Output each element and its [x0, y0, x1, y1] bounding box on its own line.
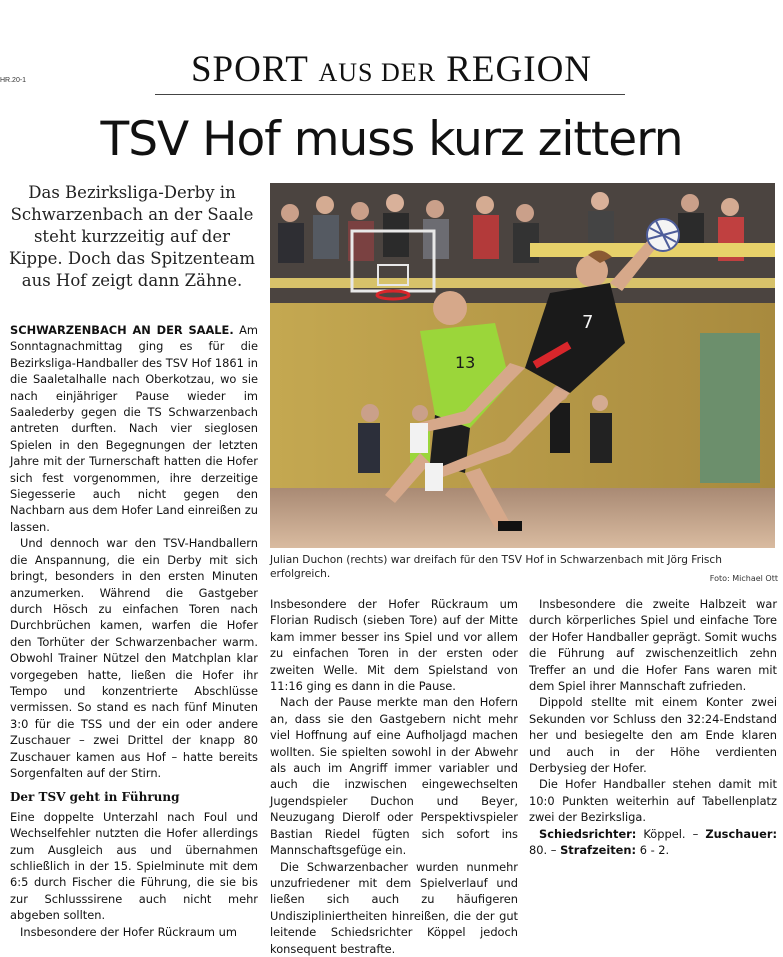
- paragraph-5: Nach der Pause merkte man den Hofern an, dass sie den Gastgebern nicht mehr viel Hoffnung auf eine Aufholjagd machen wollten. Sie spielten sowohl in der Abwehr als auch im Angriff immer variabler und auch die inzwischen eingewechselten Jugendspieler Duchon und Beyer, Neuzugang Dierolf oder Perspektivspieler Bastian Riedel fügten sich sofort ins Mannschaftsgefüge ein.: [270, 695, 518, 858]
- paragraph-2: Und dennoch war den TSV-Handballern die Anspannung, die ein Derby mit sich bringt, besonders in den ersten Minuten anzumerken. Während die Gastgeber durch Hösch zu einfachen Toren nach Durchbrüchen kamen, warfen die Hofer den Torhüter der Schwarzenbacher warm. Obwohl Trainer Nützel den Matchplan klar vorgegeben hatte, ließen die Hofer ihr Tempo und konzentrierte Abschlüsse vermissen. So stand es nach fünf Minuten 3:0 für die TSS und der ein oder andere Zuschauer – zwei Drittel der knapp 80 Zuschauer kamen aus Hof – hatte bereits Sorgenfalten auf der Stirn.: [10, 536, 258, 780]
- black-jersey-number: 7: [582, 312, 594, 333]
- handball-photo: [270, 183, 775, 548]
- subheading: Der TSV geht in Führung: [10, 790, 180, 805]
- photo-caption: Julian Duchon (rechts) war dreifach für den TSV Hof in Schwarzenbach mit Jörg Frisch erfolgreich.: [270, 554, 722, 580]
- section-title: [0, 48, 783, 91]
- match-facts: [529, 826, 777, 859]
- paragraph-6: Die Schwarzenbacher wurden nunmehr unzufriedener mit dem Spielverlauf und ließen sich auch zu häufigeren Undiszipliniertheiten hinreißen, die der gut leitende Schiedsrichter Köppel jedoch konsequent bestrafte.: [270, 859, 518, 956]
- section-rule: [155, 94, 625, 95]
- referee-label: Schiedsrichter:: [539, 826, 637, 841]
- photo-credit: Foto: Michael Ott: [709, 574, 778, 583]
- dateline: SCHWARZENBACH AN DER SAALE.: [10, 323, 234, 337]
- section-title-region: REGION: [446, 49, 593, 90]
- paragraph-4-start: Insbesondere der Hofer Rückraum um: [20, 924, 237, 939]
- paragraph-4: Insbesondere der Hofer Rückraum um Florian Rudisch (sieben Tore) auf der Mitte kam immer besser ins Spiel und vor allem zu einfachen Toren in der ersten oder zweiten Welle. Mit dem Spielstand von 11:16 ging es dann in die Pause.: [270, 597, 518, 694]
- penalty-label: Strafzeiten:: [560, 843, 637, 858]
- edition-code: HR.20-1: [0, 77, 27, 84]
- spectators-value: 80. –: [529, 843, 557, 858]
- article-photo: [270, 183, 775, 548]
- article-teaser: Das Bezirksliga-Derby in Schwarzenbach an der Saale steht kurzzeitig auf der Kippe. Doch das Spitzenteam aus Hof zeigt dann Zähne.: [8, 183, 256, 290]
- section-title-sport: SPORT: [190, 49, 309, 90]
- green-jersey-number: 13: [455, 353, 476, 372]
- handball: [647, 219, 679, 251]
- paragraph-8: Dippold stellte mit einem Konter zwei Sekunden vor Schluss den 32:24-Endstand her und besiegelte den am Ende klaren und auch in der Höhe verdienten Derbysieg der Hofer.: [529, 695, 777, 776]
- article-headline: TSV Hof muss kurz zittern: [100, 112, 683, 167]
- article-column-1: [10, 322, 258, 940]
- paragraph-9: Die Hofer Handballer stehen damit mit 10:0 Punkten weiterhin auf Tabellenplatz zwei der Bezirksliga.: [529, 777, 777, 825]
- referee-value: Köppel. –: [643, 826, 699, 841]
- section-title-aus-der: AUS DER: [318, 58, 436, 87]
- paragraph-7: Insbesondere die zweite Halbzeit war durch körperliches Spiel und einfache Tore der Hofer Handballer geprägt. Somit wuchs die Führung auf zwischenzeitlich zehn Treffer an und die Hofer Fans waren mit dem Spiel ihrer Mannschaft zufrieden.: [529, 597, 777, 694]
- paragraph-3: Eine doppelte Unterzahl nach Foul und Wechselfehler nutzten die Hofer allerdings zum Ausgleich aus und übernahmen schließlich in der 15. Spielminute mit dem 6:5 durch Fischer die Führung, die sie bis zur Schlusssirene auch nicht mehr abgeben sollten.: [10, 809, 258, 923]
- article-column-3: [529, 596, 777, 859]
- penalty-value: 6 - 2.: [639, 843, 670, 858]
- spectators-label: Zuschauer:: [705, 826, 778, 841]
- paragraph-1: SCHWARZENBACH AN DER SAALE. Am Sonntagnachmittag ging es für die Bezirksliga-Handballer des TSV Hof 1861 in die Saaletalhalle nach Oberkotzau, wo sie nach einjähriger Pause wieder im Saalederby gegen die TS Schwarzenbach antreten durften. Nach vier sieglosen Spielen in den Begegnungen der letzten Jahre mit der Turnerschaft hatten die Hofer sich fest vorgenommen, ihre derzeitige Siegesserie auch nicht gegen den Nachbarn aus dem Hofer Land einreißen zu lassen.: [10, 323, 258, 534]
